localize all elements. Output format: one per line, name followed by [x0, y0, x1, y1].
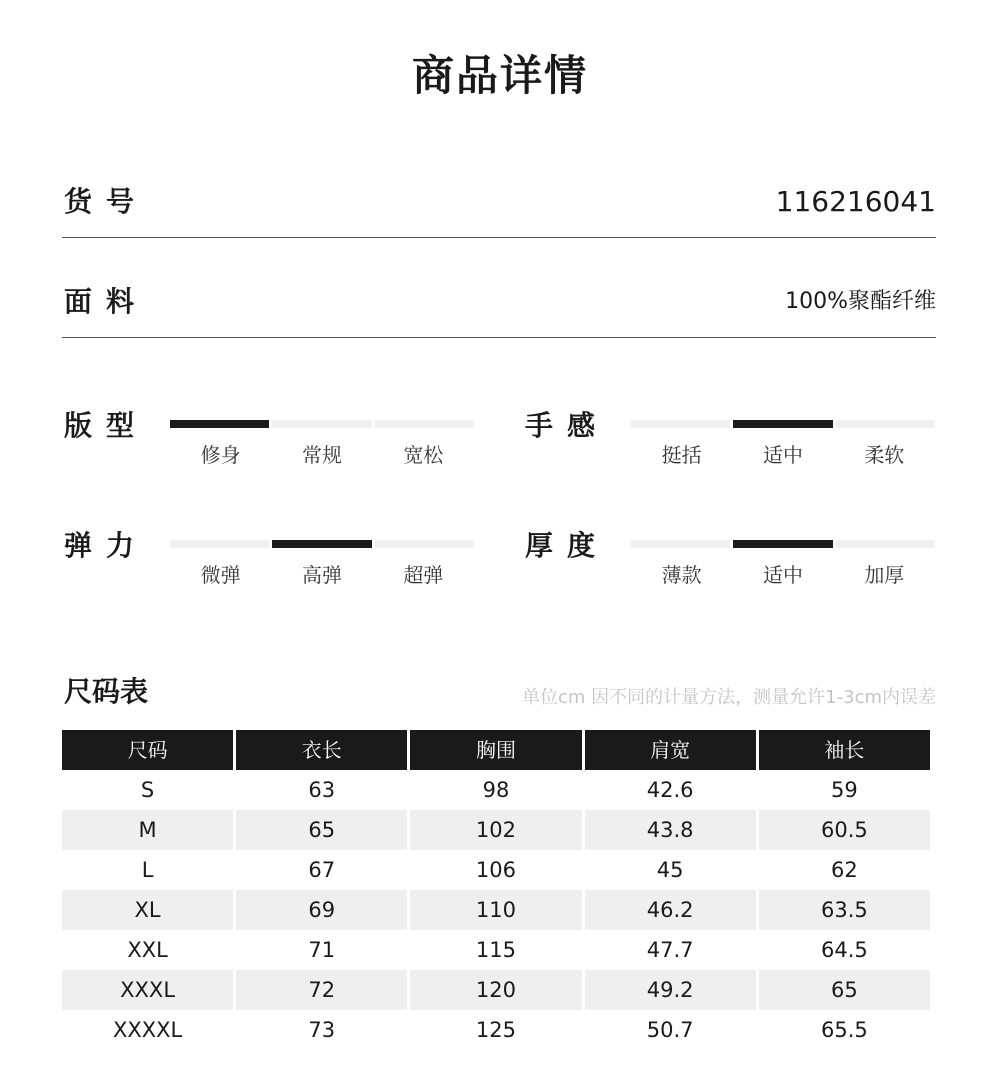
scale-segment	[733, 420, 832, 428]
attr-option: 修身	[200, 443, 241, 467]
table-cell: 73	[308, 1018, 336, 1042]
table-cell: 71	[308, 938, 336, 962]
sku-row	[62, 138, 936, 238]
table-cell: 120	[410, 970, 581, 1010]
table-header-row	[62, 730, 930, 770]
table-cell: 62	[831, 858, 858, 882]
attr-option: 挺括	[661, 443, 702, 467]
table-cell: 49.2	[585, 970, 756, 1010]
table-row	[62, 850, 930, 890]
attr-thickness	[523, 526, 943, 596]
table-cell: 65.5	[820, 1018, 868, 1042]
scale-segment	[272, 540, 371, 548]
size-chart-title: 尺码表	[64, 675, 149, 708]
scale-segment	[631, 540, 730, 548]
table-cell: 63	[308, 778, 336, 802]
attr-stretch	[62, 526, 482, 596]
scale-segment	[836, 540, 935, 548]
attr-thickness-scale	[631, 540, 935, 548]
table-cell: XXXL	[62, 970, 233, 1010]
attr-hand-feel-name: 手感	[525, 409, 610, 442]
table-cell: XL	[62, 890, 233, 930]
attr-hand-feel	[523, 406, 943, 476]
table-row	[62, 930, 930, 970]
attr-option: 薄款	[661, 563, 702, 587]
table-row	[62, 1010, 930, 1050]
attr-fit	[62, 406, 482, 476]
table-cell: 50.7	[646, 1018, 694, 1042]
attr-fit-scale	[170, 420, 474, 428]
attr-option: 柔软	[864, 443, 905, 467]
attr-option: 适中	[762, 443, 803, 467]
scale-segment	[375, 540, 474, 548]
fabric-row	[62, 238, 936, 338]
page-title: 商品详情	[411, 51, 588, 100]
attr-hand-feel-scale	[631, 420, 935, 428]
table-cell: 63.5	[759, 890, 930, 930]
attr-option: 常规	[301, 443, 342, 467]
scale-segment	[170, 540, 269, 548]
attr-thickness-name: 厚度	[525, 529, 610, 562]
scale-segment	[272, 420, 371, 428]
column-header: 胸围	[410, 730, 581, 770]
table-cell: 115	[475, 938, 517, 962]
scale-segment	[733, 540, 832, 548]
table-cell: 69	[236, 890, 407, 930]
scale-segment	[836, 420, 935, 428]
scale-segment	[170, 420, 269, 428]
sku-value: 116216041	[775, 185, 936, 218]
table-cell: 47.7	[646, 938, 694, 962]
fabric-label: 面料	[64, 285, 149, 318]
scale-segment	[631, 420, 730, 428]
table-cell: 65	[236, 810, 407, 850]
fabric-value: 100%聚酯纤维	[785, 289, 936, 314]
table-cell: 106	[475, 858, 517, 882]
table-cell: 65	[759, 970, 930, 1010]
table-row	[62, 770, 930, 810]
table-cell: 64.5	[820, 938, 868, 962]
table-cell: 60.5	[759, 810, 930, 850]
table-cell: 125	[475, 1018, 517, 1042]
table-cell: 102	[410, 810, 581, 850]
table-cell: 45	[656, 858, 684, 882]
scale-segment	[375, 420, 474, 428]
attr-fit-name: 版型	[64, 409, 149, 442]
attr-option: 宽松	[403, 443, 444, 467]
table-cell: XXXXL	[112, 1018, 183, 1042]
table-cell: 43.8	[585, 810, 756, 850]
table-row	[62, 890, 930, 930]
attr-option: 适中	[762, 563, 803, 587]
column-header: 衣长	[236, 730, 407, 770]
table-cell: 98	[482, 778, 510, 802]
table-cell: 110	[410, 890, 581, 930]
table-cell: 72	[236, 970, 407, 1010]
attr-stretch-name: 弹力	[64, 529, 149, 562]
column-header: 袖长	[759, 730, 930, 770]
attr-option: 微弹	[200, 563, 241, 587]
attr-option: 超弹	[403, 563, 444, 587]
table-row	[62, 970, 930, 1010]
attr-option: 加厚	[864, 563, 905, 587]
table-cell: S	[140, 778, 155, 802]
table-row	[62, 810, 930, 850]
table-cell: 46.2	[585, 890, 756, 930]
table-cell: 42.6	[646, 778, 694, 802]
table-cell: XXL	[127, 938, 168, 962]
column-header: 肩宽	[585, 730, 756, 770]
table-cell: L	[141, 858, 154, 882]
table-cell: M	[62, 810, 233, 850]
size-chart-note: 单位cm 因不同的计量方法，测量允许1-3cm内误差	[522, 687, 936, 708]
column-header: 尺码	[62, 730, 233, 770]
size-chart-table	[59, 730, 933, 1050]
sku-label: 货号	[64, 185, 149, 218]
table-cell: 59	[831, 778, 858, 802]
table-cell: 67	[308, 858, 336, 882]
attr-option: 高弹	[301, 563, 342, 587]
attr-stretch-scale	[170, 540, 474, 548]
